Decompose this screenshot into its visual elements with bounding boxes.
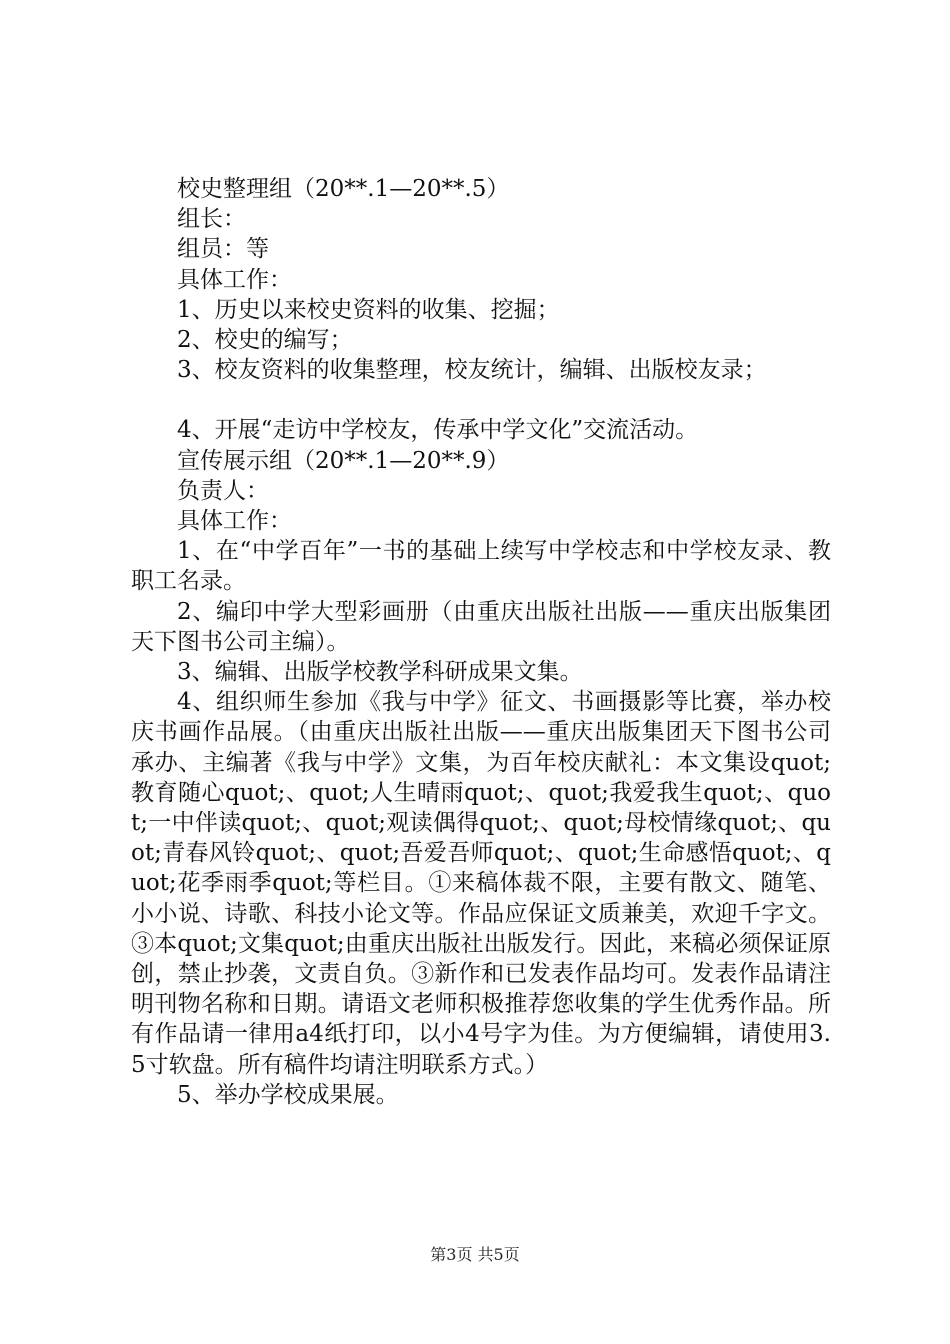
task-item-3: 3、校友资料的收集整理，校友统计，编辑、出版校友录； (177, 357, 767, 384)
paragraph-gap (131, 385, 831, 415)
section-heading-history-group: 校史整理组（20**.1—20**.5） (177, 176, 510, 202)
person-in-charge-line: 负责人： (177, 477, 269, 504)
group-members-line: 组员：等 (177, 236, 269, 263)
task-item-4: 4、开展“走访中学校友，传承中学文化”交流活动。 (177, 417, 699, 444)
publicity-item-3: 3、编辑、出版学校教学科研成果文集。 (177, 659, 583, 686)
task-item-1: 1、历史以来校史资料的收集、挖掘； (177, 296, 560, 323)
page-number-footer: 第3页 共5页 (430, 1245, 520, 1264)
group-leader-line: 组长： (177, 206, 246, 233)
task-item-2: 2、校史的编写； (177, 327, 353, 354)
publicity-item-4: 4、组织师生参加《我与中学》征文、书画摄影等比赛，举办校庆书画作品展。（由重庆出版社出版——重庆出版集团天下图书公司承办、主编著《我与中学》文集，为百年校庆献礼：本文集设quot;教育随心quot;、quot;人生晴雨quot;、quot;我爱我生quot;、quot;一中伴读quot;、quot;观读偶得quot;、quot;母校情缘quot;、quot;青春风铃quot;、quot;吾爱吾师quot;、quot;生命感悟quot;、quot;花季雨季quot;等栏目。①来稿体裁不限，主要有散文、随笔、小小说、诗歌、科技小论文等。作品应保证文质兼美，欢迎千字文。③本quot;文集quot;由重庆出版社出版发行。因此，来稿必须保证原创，禁止抄袭，文责自负。③新作和已发表作品均可。发表作品请注明刊物名称和日期。请语文老师积极推荐您收集的学生优秀作品。所有作品请一律用a4纸打印，以小4号字为佳。为方便编辑，请使用3.5寸软盘。所有稿件均请注明联系方式。） (131, 689, 831, 1078)
publicity-item-1: 1、在“中学百年”一书的基础上续写中学校志和中学校友录、教职工名录。 (131, 538, 831, 595)
publicity-item-5: 5、举办学校成果展。 (177, 1081, 399, 1108)
document-body (131, 174, 831, 1110)
publicity-item-2: 2、编印中学大型彩画册（由重庆出版社出版——重庆出版集团天下图书公司主编）。 (131, 598, 831, 655)
tasks-heading: 具体工作： (177, 266, 292, 293)
tasks-heading-2: 具体工作： (177, 508, 292, 535)
section-heading-publicity-group: 宣传展示组（20**.1—20**.9） (177, 447, 510, 474)
